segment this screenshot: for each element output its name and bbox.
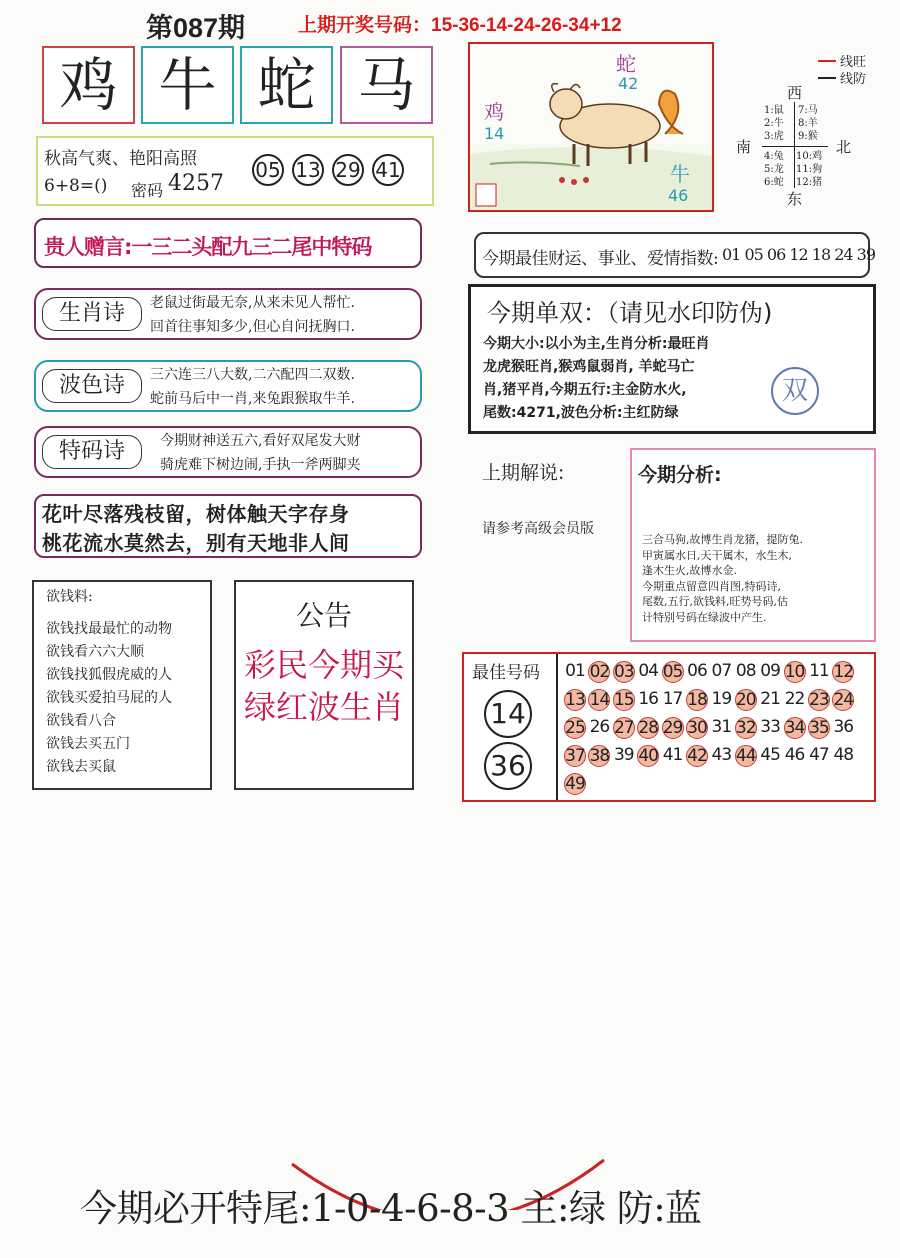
single-double-lines bbox=[483, 333, 710, 425]
highlighted-number: 15 bbox=[613, 690, 634, 710]
grid-number: 16 bbox=[638, 689, 658, 709]
single-double-line: 今期大小:以小为主,生肖分析:最旺肖 bbox=[483, 336, 710, 352]
legend-black-line bbox=[818, 77, 836, 79]
number-grid-row bbox=[564, 714, 874, 742]
money-item: 欲钱看六六大顺 bbox=[46, 644, 144, 660]
highlighted-number: 27 bbox=[613, 718, 634, 738]
compass-north: 北 bbox=[836, 138, 852, 156]
legend-red-line bbox=[818, 60, 836, 62]
zodiac-box-4: 马 bbox=[340, 46, 433, 124]
highlighted-number: 40 bbox=[638, 746, 658, 766]
notice-title: 公告 bbox=[295, 599, 352, 632]
riddle-line2: 6+8=() bbox=[44, 176, 108, 196]
analysis-box bbox=[630, 448, 876, 642]
code-label: 密码 bbox=[131, 181, 164, 200]
best-numbers-box bbox=[462, 652, 876, 802]
grid-number: 09 bbox=[760, 661, 780, 681]
number-grid-row bbox=[564, 742, 874, 770]
poem-line2: 骑虎难下树边闹,手执一斧两脚夹 bbox=[160, 457, 361, 473]
poem-box-zodiac bbox=[34, 288, 422, 340]
single-double-line: 龙虎猴旺肖,猴鸡鼠弱肖, 羊蛇马亡 bbox=[483, 359, 695, 375]
highlighted-number: 18 bbox=[687, 690, 707, 710]
rooster-label: 鸡 bbox=[484, 100, 504, 124]
notice-box bbox=[234, 580, 414, 790]
zodiac-box-3: 蛇 bbox=[240, 46, 333, 124]
single-double-line: 肖,猪平肖,今期五行:主金防水火, bbox=[483, 382, 687, 398]
riddle-number: 05 bbox=[252, 154, 284, 186]
highlighted-number: 28 bbox=[638, 718, 658, 738]
riddle-numbers bbox=[252, 154, 404, 186]
gift-tip-box bbox=[34, 218, 422, 268]
compass-chart bbox=[736, 82, 856, 210]
grid-number: 21 bbox=[760, 689, 780, 709]
number-grid-row bbox=[564, 658, 874, 686]
compass-top-right: 7:马 8:羊 9:猴 bbox=[798, 105, 818, 142]
verse-box bbox=[34, 494, 422, 558]
money-item: 欲钱买爱拍马屁的人 bbox=[46, 690, 172, 706]
poem-line1: 老鼠过街最无奈,从来未见人帮忙. bbox=[150, 295, 355, 311]
grid-number: 08 bbox=[735, 661, 756, 681]
fortune-numbers: 01 05 06 12 18 24 39 bbox=[722, 245, 876, 264]
watermark-circle: 双 bbox=[771, 367, 819, 415]
ox-label: 牛 bbox=[670, 162, 690, 186]
analysis-line: 计特别号码在绿波中产生. bbox=[642, 610, 767, 624]
legend-wang: 线旺 bbox=[840, 55, 867, 70]
highlighted-number: 44 bbox=[735, 746, 756, 766]
best-number: 14 bbox=[484, 690, 532, 738]
riddle-line1: 秋高气爽、艳阳高照 bbox=[44, 149, 197, 169]
grid-number: 19 bbox=[711, 689, 732, 709]
highlighted-number: 13 bbox=[565, 690, 585, 710]
grid-number: 39 bbox=[613, 745, 634, 765]
verse-line1: 花叶尽落残枝留，树体触天字存身 bbox=[42, 502, 350, 526]
grid-number: 11 bbox=[809, 661, 829, 681]
highlighted-number: 05 bbox=[662, 662, 683, 682]
number-grid bbox=[556, 654, 874, 800]
money-box bbox=[32, 580, 212, 790]
highlighted-number: 14 bbox=[589, 690, 610, 710]
money-item: 欲钱找最最忙的动物 bbox=[46, 621, 172, 637]
poem-line2: 蛇前马后中一肖,来兔跟猴取牛羊. bbox=[150, 391, 355, 407]
poem-label: 生肖诗 bbox=[42, 297, 142, 331]
best-number: 36 bbox=[484, 742, 532, 790]
poem-line1: 今期财神送五六,看好双尾发大财 bbox=[160, 433, 361, 449]
fortune-label: 今期最佳财运、事业、爱情指数: bbox=[482, 249, 719, 269]
highlighted-number: 37 bbox=[565, 746, 585, 766]
grid-number: 33 bbox=[760, 717, 780, 737]
compass-east: 东 bbox=[787, 190, 803, 208]
compass-bottom-right: 10:鸡 11:狗 12:猪 bbox=[796, 151, 823, 188]
single-double-box bbox=[468, 284, 876, 434]
grid-number: 04 bbox=[638, 661, 658, 681]
poem-box-special bbox=[34, 426, 422, 478]
money-title: 欲钱料: bbox=[46, 589, 93, 605]
analysis-line: 甲寅属水日,天干属木，水生木, bbox=[642, 548, 792, 562]
highlighted-number: 25 bbox=[565, 718, 585, 738]
last-draw-numbers: 上期开奖号码：15-36-14-24-26-34+12 bbox=[298, 15, 622, 36]
grid-number: 31 bbox=[711, 717, 732, 737]
riddle-number: 13 bbox=[292, 154, 324, 186]
compass-vline bbox=[794, 102, 795, 188]
notice-line1: 彩民今期买 bbox=[243, 646, 404, 684]
grid-number: 17 bbox=[662, 689, 683, 709]
grid-number: 47 bbox=[809, 745, 829, 765]
legend-fang: 线防 bbox=[840, 72, 867, 87]
poem-label: 波色诗 bbox=[42, 369, 142, 403]
compass-south: 南 bbox=[736, 138, 752, 156]
grid-number: 43 bbox=[711, 745, 732, 765]
grid-number: 36 bbox=[833, 717, 854, 737]
grid-number: 06 bbox=[687, 661, 707, 681]
grid-number: 22 bbox=[784, 689, 805, 709]
legend bbox=[818, 52, 866, 86]
highlighted-number: 03 bbox=[613, 662, 634, 682]
last-explain-title: 上期解说: bbox=[482, 462, 565, 484]
highlighted-number: 38 bbox=[589, 746, 610, 766]
issue-title: 第087期 bbox=[146, 13, 246, 43]
zodiac-box-2: 牛 bbox=[141, 46, 234, 124]
grid-number: 48 bbox=[833, 745, 854, 765]
fortune-box bbox=[474, 232, 876, 278]
highlighted-number: 10 bbox=[784, 662, 805, 682]
analysis-line: 今期重点留意四肖图,特码诗, bbox=[642, 579, 781, 593]
highlighted-number: 35 bbox=[809, 718, 829, 738]
analysis-title: 今期分析: bbox=[638, 464, 722, 486]
riddle-number: 41 bbox=[372, 154, 404, 186]
zodiac-picture bbox=[468, 42, 714, 212]
riddle-number: 29 bbox=[332, 154, 364, 186]
compass-top-left: 1:鼠 2:牛 3:虎 bbox=[764, 105, 784, 142]
single-double-title: 今期单双：（请见水印防伪) bbox=[487, 299, 773, 327]
highlighted-number: 12 bbox=[833, 662, 854, 682]
rooster-number: 14 bbox=[484, 124, 505, 143]
highlighted-number: 20 bbox=[735, 690, 756, 710]
analysis-line: 尾数,五行,欲钱料,旺势号码,估 bbox=[642, 595, 788, 608]
verse-line2: 桃花流水莫然去，别有天地非人间 bbox=[42, 531, 350, 555]
highlighted-number: 02 bbox=[589, 662, 610, 682]
compass-hline bbox=[762, 146, 828, 147]
single-double-line: 尾数:4271,波色分析:主红防绿 bbox=[483, 405, 679, 421]
compass-bottom-left: 4:兔 5:龙 6:蛇 bbox=[764, 151, 784, 188]
highlighted-number: 34 bbox=[784, 718, 805, 738]
riddle-box bbox=[36, 136, 434, 206]
footer-tail: 今期必开特尾:1-0-4-6-8-3 主:绿 防:蓝 bbox=[80, 1187, 702, 1230]
grid-number: 07 bbox=[711, 661, 732, 681]
notice-line2: 绿红波生肖 bbox=[243, 688, 404, 726]
money-item: 欲钱去买鼠 bbox=[46, 759, 116, 775]
number-grid-row bbox=[564, 770, 874, 798]
last-explain-text: 请参考高级会员版 bbox=[482, 521, 594, 537]
grid-number: 26 bbox=[589, 717, 610, 737]
grid-number: 45 bbox=[760, 745, 780, 765]
money-item: 欲钱找狐假虎威的人 bbox=[46, 667, 172, 683]
highlighted-number: 30 bbox=[687, 718, 707, 738]
highlighted-number: 42 bbox=[687, 746, 707, 766]
analysis-line: 三合马狗,故博生肖龙猪，提防兔. bbox=[642, 533, 803, 546]
highlighted-number: 49 bbox=[565, 774, 585, 794]
snake-number: 42 bbox=[618, 74, 639, 93]
compass-west: 西 bbox=[787, 84, 803, 102]
best-numbers-label: 最佳号码 bbox=[472, 663, 540, 683]
grid-number: 46 bbox=[784, 745, 805, 765]
poem-label: 特码诗 bbox=[42, 435, 142, 469]
highlighted-number: 24 bbox=[833, 690, 854, 710]
code-value: 4257 bbox=[168, 171, 224, 196]
money-item: 欲钱看八合 bbox=[46, 713, 116, 729]
highlighted-number: 32 bbox=[735, 718, 756, 738]
money-item: 欲钱去买五门 bbox=[46, 736, 130, 752]
highlighted-number: 29 bbox=[662, 718, 683, 738]
money-list bbox=[46, 618, 172, 779]
analysis-lines bbox=[642, 532, 803, 625]
highlighted-number: 23 bbox=[809, 690, 829, 710]
analysis-line: 逢木生火,故博水金. bbox=[642, 564, 737, 577]
snake-label: 蛇 bbox=[616, 52, 636, 76]
ox-number: 46 bbox=[668, 186, 689, 205]
poem-line1: 三六连三八大数,二六配四二双数. bbox=[150, 367, 355, 383]
zodiac-box-1: 鸡 bbox=[42, 46, 135, 124]
number-grid-row bbox=[564, 686, 874, 714]
gift-tip-text: 贵人赠言:一三二头配九三二尾中特码 bbox=[44, 235, 372, 259]
grid-number: 01 bbox=[565, 661, 585, 681]
grid-number: 41 bbox=[662, 745, 683, 765]
poem-line2: 回首往事知多少,但心自问抚胸口. bbox=[150, 319, 355, 335]
poem-box-color bbox=[34, 360, 422, 412]
